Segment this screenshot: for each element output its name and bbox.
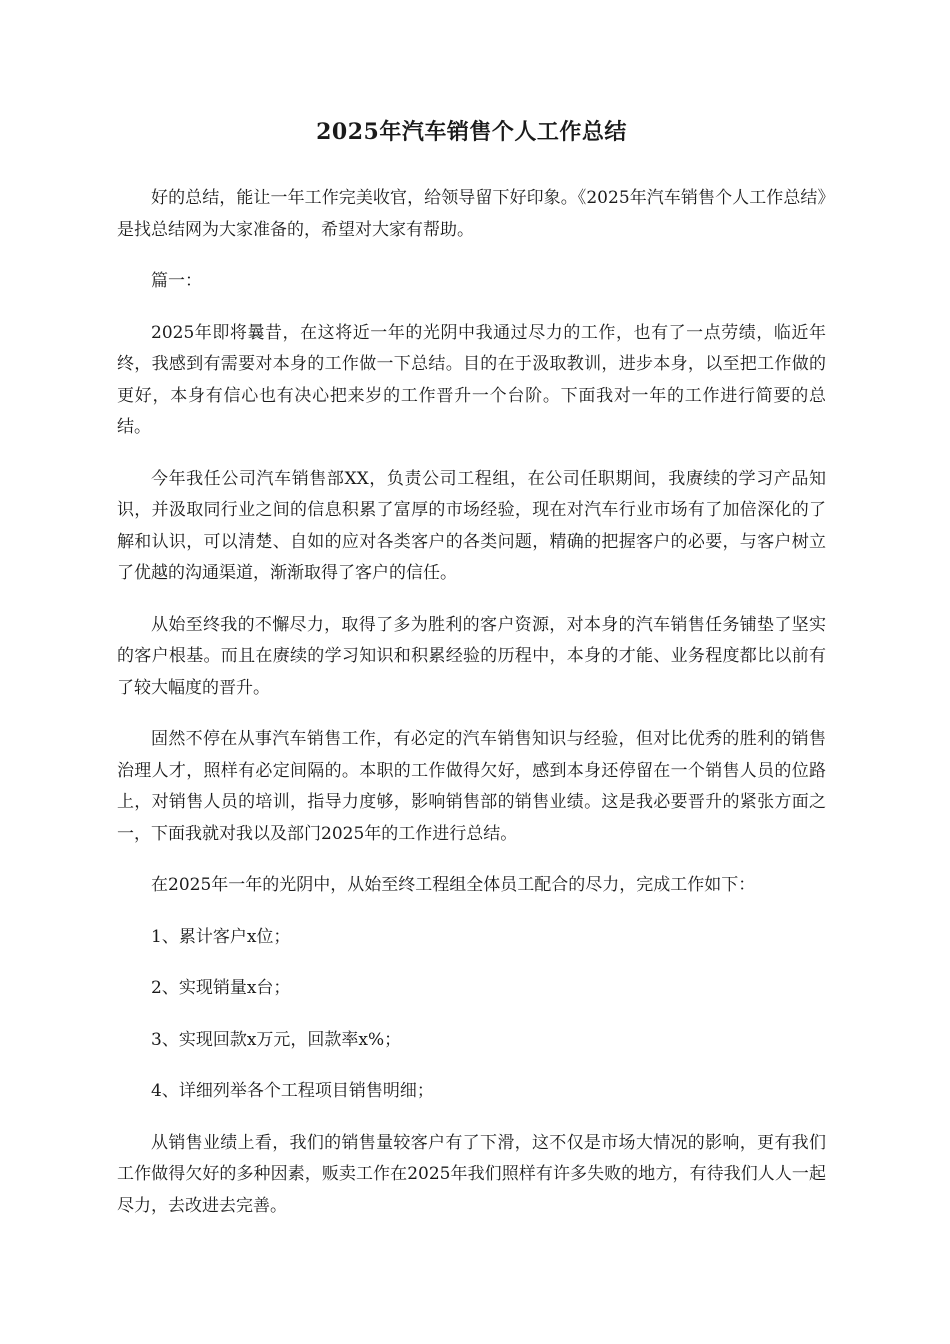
list-item: 1、累计客户x位； (151, 926, 291, 947)
list-item: 4、详细列举各个工程项目销售明细； (151, 1081, 434, 1101)
paragraph-intro: 好的总结，能让一年工作完美收官，给领导留下好印象。《2025年汽车销售个人工作总结》是找总结网为大家准备的，希望对大家有帮助。 (117, 188, 826, 240)
paragraph-body: 从始至终我的不懈尽力，取得了多为胜利的客户资源，对本身的汽车销售任务铺垫了坚实的客户根基。而且在赓续的学习知识和积累经验的历程中，本身的才能、业务程度都比以前有了较大幅度的晋升。 (117, 614, 826, 698)
paragraph-body: 今年我任公司汽车销售部XX，负责公司工程组，在公司任职期间，我赓续的学习产品知识，并汲取同行业之间的信息积累了富厚的市场经验，现在对汽车行业市场有了加倍深化的了解和认识，可以清楚、自如的应对各类客户的各类问题，精确的把握客户的必要，与客户树立了优越的沟通渠道，渐渐取得了客户的信任。 (117, 468, 826, 583)
document-title: 2025年汽车销售个人工作总结 (316, 119, 627, 145)
paragraph-body: 固然不停在从事汽车销售工作，有必定的汽车销售知识与经验，但对比优秀的胜利的销售治理人才，照样有必定间隔的。本职的工作做得欠好，感到本身还停留在一个销售人员的位路上，对销售人员的培训，指导力度够，影响销售部的销售业绩。这是我必要晋升的紧张方面之一，下面我就对我以及部门2025年的工作进行总结。 (117, 729, 826, 844)
list-item: 2、实现销量x台； (151, 978, 291, 998)
paragraph-body: 从销售业绩上看，我们的销售量较客户有了下滑，这不仅是市场大情况的影响，更有我们工作做得欠好的多种因素，贩卖工作在2025年我们照样有许多失败的地方，有待我们人人一起尽力，去改进去完善。 (117, 1132, 826, 1216)
paragraph-body: 2025年即将曩昔，在这将近一年的光阴中我通过尽力的工作，也有了一点劳绩，临近年终，我感到有需要对本身的工作做一下总结。目的在于汲取教训，进步本身，以至把工作做的更好，本身有信心也有决心把来岁的工作晋升一个台阶。下面我对一年的工作进行简要的总结。 (117, 322, 826, 437)
paragraph-section-heading: 篇一： (151, 271, 202, 291)
paragraph-body: 在2025年一年的光阴中，从始至终工程组全体员工配合的尽力，完成工作如下： (151, 875, 756, 895)
list-item: 3、实现回款x万元，回款率x%； (151, 1029, 402, 1050)
